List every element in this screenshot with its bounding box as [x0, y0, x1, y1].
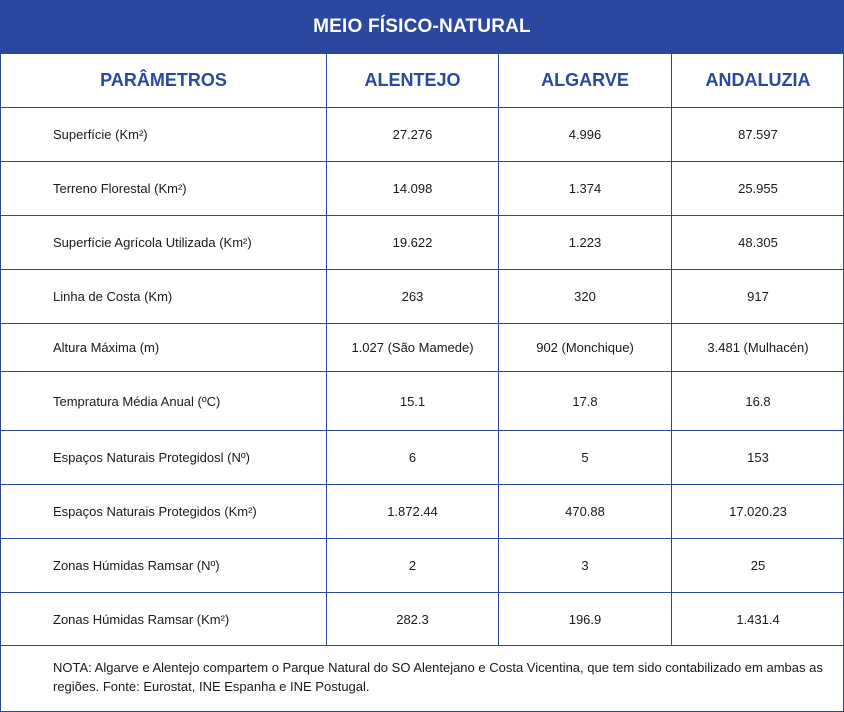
table-row: [1, 270, 844, 324]
row-parameter: Zonas Húmidas Ramsar (Nº): [1, 539, 327, 593]
row-parameter: Superfície Agrícola Utilizada (Km²): [1, 216, 327, 270]
cell-algarve: 4.996: [499, 108, 672, 162]
cell-andaluzia: 153: [672, 431, 844, 485]
column-header-alentejo: ALENTEJO: [327, 54, 499, 108]
cell-alentejo: 15.1: [327, 372, 499, 431]
row-parameter: Tempratura Média Anual (ºC): [1, 372, 327, 431]
row-parameter: Espaços Naturais Protegidos (Km²): [1, 485, 327, 539]
cell-andaluzia: 3.481 (Mulhacén): [672, 324, 844, 372]
row-parameter: Altura Máxima (m): [1, 324, 327, 372]
cell-alentejo: 6: [327, 431, 499, 485]
header-row: [1, 54, 844, 108]
row-parameter: Superfície (Km²): [1, 108, 327, 162]
row-parameter: Linha de Costa (Km): [1, 270, 327, 324]
cell-andaluzia: 48.305: [672, 216, 844, 270]
table-row: [1, 431, 844, 485]
cell-alentejo: 14.098: [327, 162, 499, 216]
cell-andaluzia: 917: [672, 270, 844, 324]
cell-andaluzia: 16.8: [672, 372, 844, 431]
cell-algarve: 3: [499, 539, 672, 593]
cell-algarve: 17.8: [499, 372, 672, 431]
table-row: [1, 216, 844, 270]
table-row: [1, 593, 844, 646]
cell-andaluzia: 1.431.4: [672, 593, 844, 646]
cell-andaluzia: 87.597: [672, 108, 844, 162]
table-row: [1, 539, 844, 593]
cell-andaluzia: 17.020.23: [672, 485, 844, 539]
cell-algarve: 196.9: [499, 593, 672, 646]
table-row: [1, 372, 844, 431]
table-row: [1, 108, 844, 162]
cell-alentejo: 282.3: [327, 593, 499, 646]
cell-algarve: 320: [499, 270, 672, 324]
cell-algarve: 902 (Monchique): [499, 324, 672, 372]
cell-andaluzia: 25.955: [672, 162, 844, 216]
column-header-andaluzia: ANDALUZIA: [672, 54, 844, 108]
table-row: [1, 324, 844, 372]
footnote: NOTA: Algarve e Alentejo compartem o Parque Natural do SO Alentejano e Costa Vicentina, que tem sido contabilizado em ambas as regiões. Fonte: Eurostat, INE Espanha e INE Postugal.: [0, 643, 844, 712]
cell-algarve: 1.223: [499, 216, 672, 270]
cell-alentejo: 1.027 (São Mamede): [327, 324, 499, 372]
cell-alentejo: 19.622: [327, 216, 499, 270]
row-parameter: Zonas Húmidas Ramsar (Km²): [1, 593, 327, 646]
table-row: [1, 485, 844, 539]
table-row: [1, 162, 844, 216]
parameters-table: [0, 53, 844, 646]
column-header-algarve: ALGARVE: [499, 54, 672, 108]
cell-alentejo: 263: [327, 270, 499, 324]
cell-algarve: 5: [499, 431, 672, 485]
cell-alentejo: 27.276: [327, 108, 499, 162]
cell-algarve: 1.374: [499, 162, 672, 216]
row-parameter: Terreno Florestal (Km²): [1, 162, 327, 216]
cell-alentejo: 2: [327, 539, 499, 593]
cell-andaluzia: 25: [672, 539, 844, 593]
row-parameter: Espaços Naturais Protegidosl (Nº): [1, 431, 327, 485]
table-title: MEIO FÍSICO-NATURAL: [0, 0, 844, 53]
cell-algarve: 470.88: [499, 485, 672, 539]
cell-alentejo: 1.872.44: [327, 485, 499, 539]
column-header-parametros: PARÂMETROS: [1, 54, 327, 108]
